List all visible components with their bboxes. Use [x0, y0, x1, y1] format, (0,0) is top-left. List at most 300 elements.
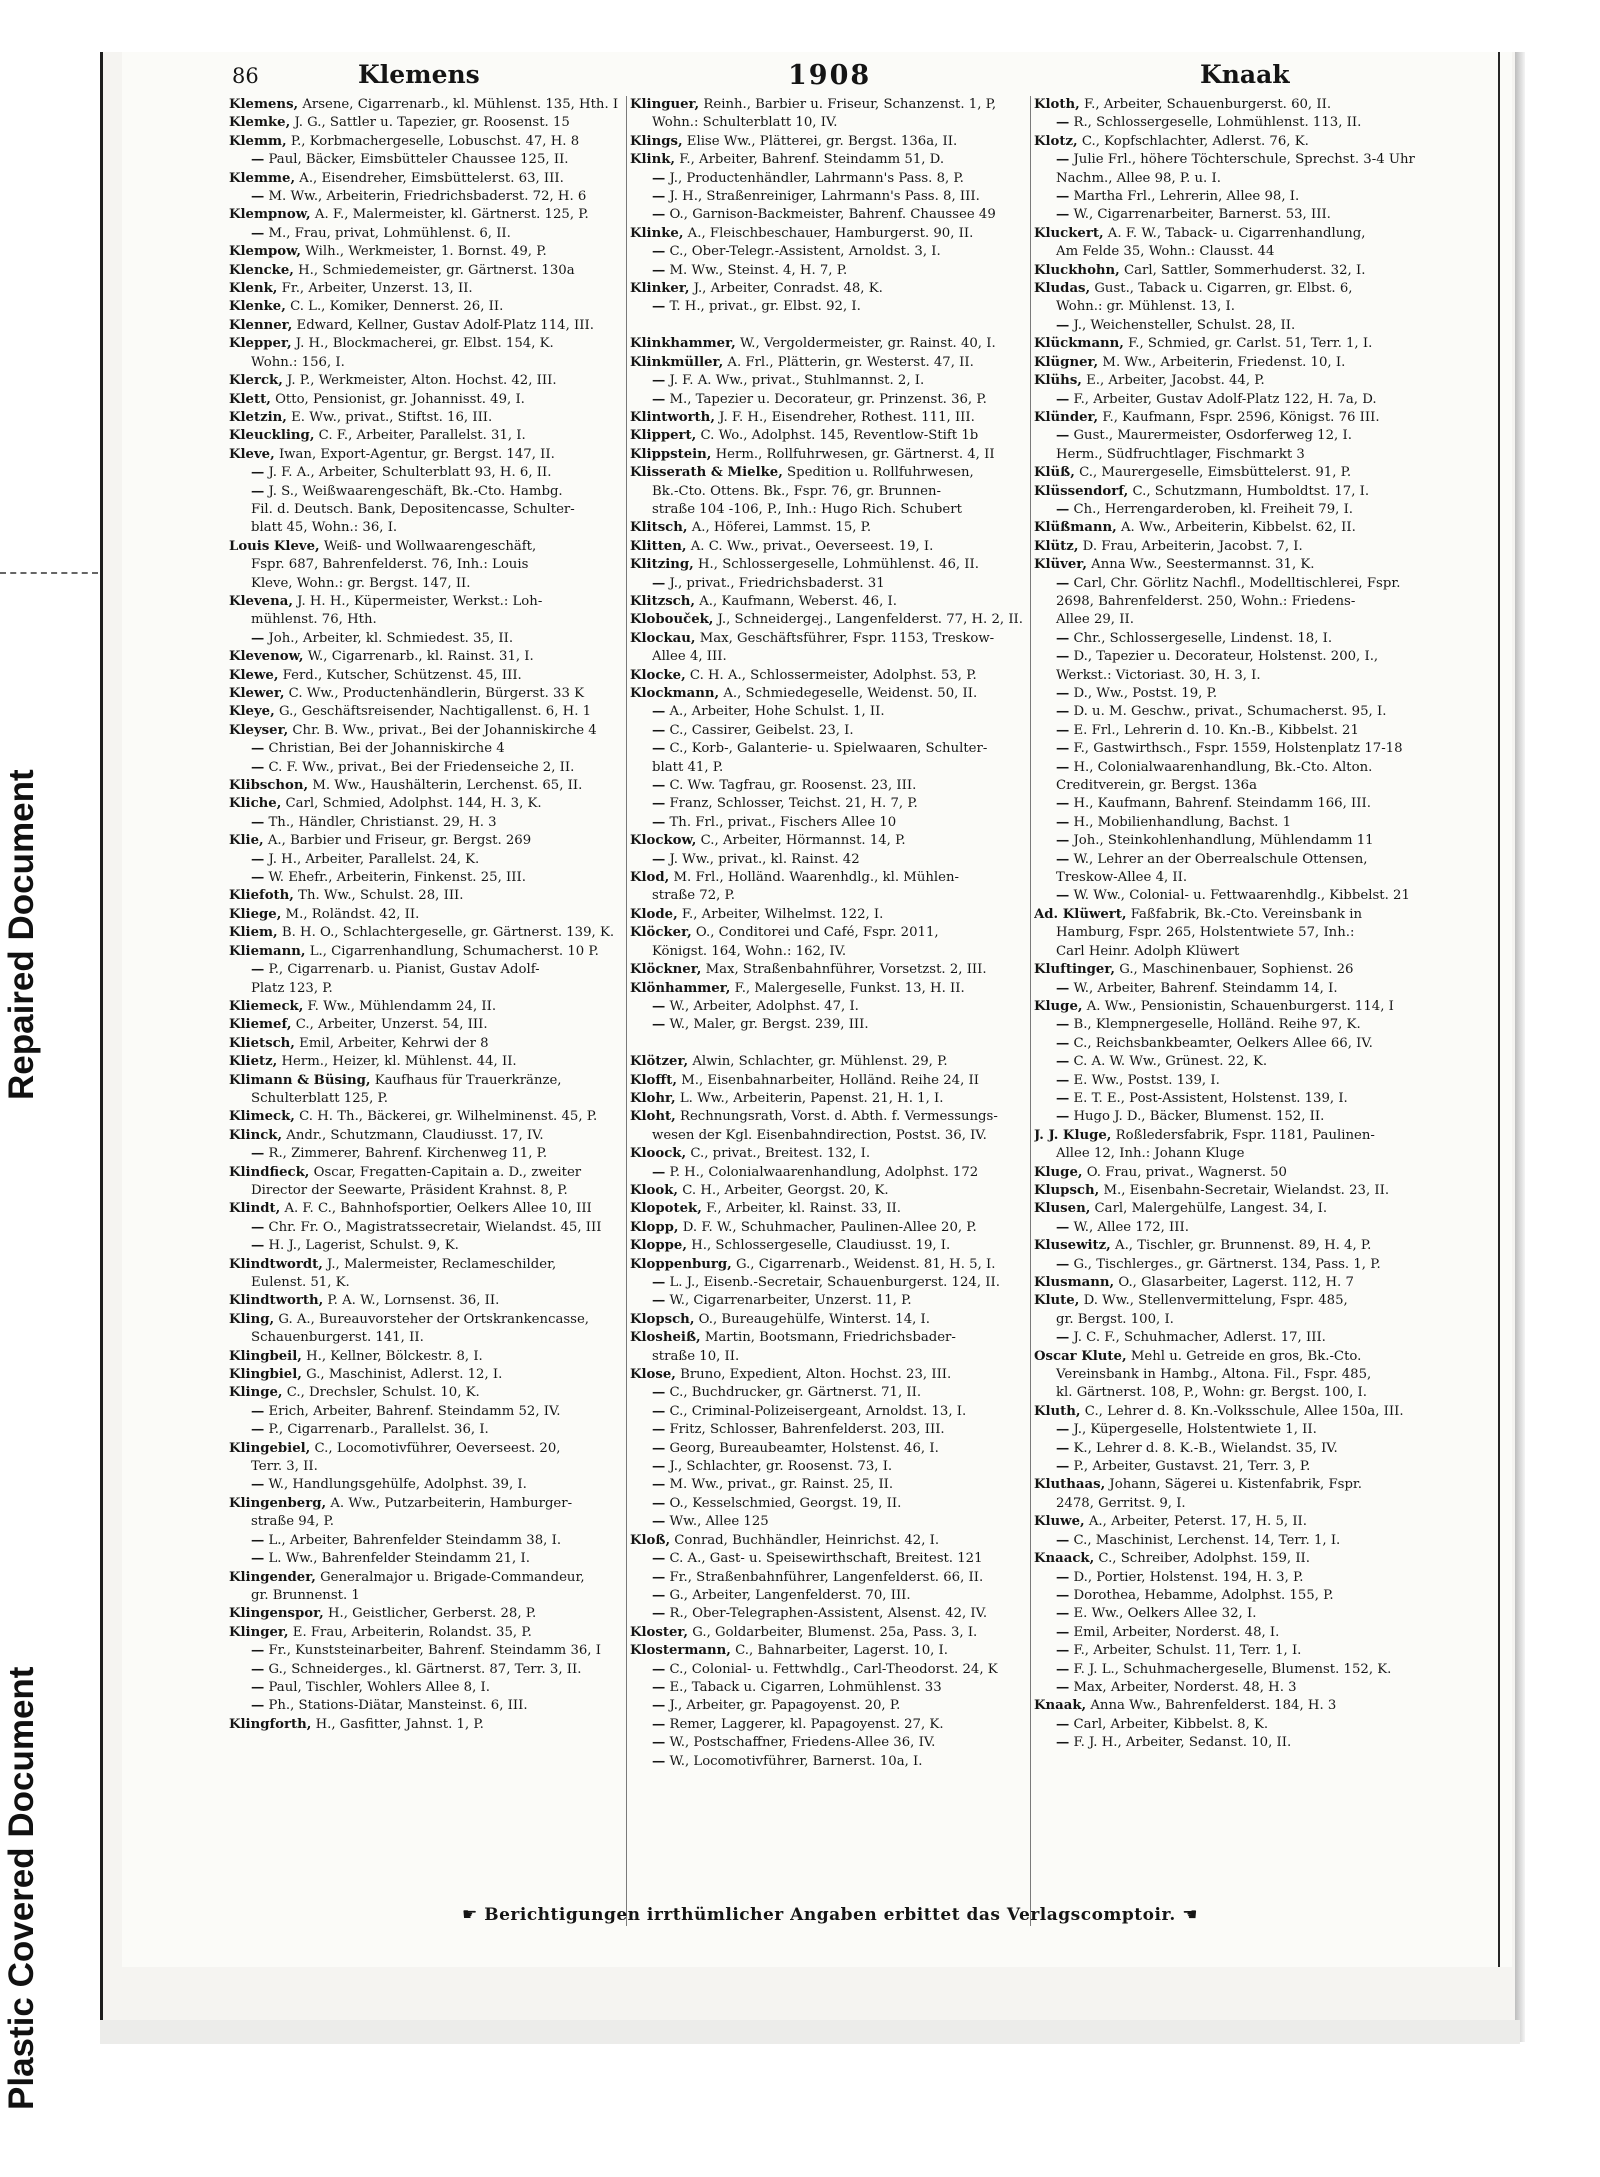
directory-entry — [229, 1016, 621, 1034]
directory-entry — [630, 611, 1025, 629]
directory-entry — [1034, 1108, 1446, 1126]
entry-details: T. H., privat., gr. Elbst. 92, I. — [669, 299, 861, 315]
directory-entry — [1034, 851, 1446, 869]
entry-details: J. P., Werkmeister, Alton. Hochst. 42, III. — [287, 373, 557, 389]
entry-name: Klietz, — [229, 1054, 278, 1070]
entry-name: Klönhammer, — [630, 980, 731, 996]
entry-details: C. A., Gast- u. Speisewirthschaft, Breitest. 121 — [669, 1551, 983, 1567]
entry-name: Klinguer, — [630, 97, 700, 112]
entry-details: C., Schreiber, Adolphst. 159, II. — [1098, 1551, 1310, 1567]
entry-details: straße 10, II. — [652, 1348, 740, 1364]
entry-name: Kloppe, — [630, 1238, 687, 1254]
sheet-edge-shadow — [1515, 52, 1525, 2042]
directory-entry — [630, 1624, 1025, 1642]
entry-details: A., Kaufmann, Weberst. 46, I. — [699, 593, 897, 609]
entry-details: C., Drechsler, Schulst. 10, K. — [286, 1385, 480, 1401]
entry-name: Kliche, — [229, 796, 282, 812]
page-header — [228, 60, 1290, 94]
directory-entry — [229, 1237, 621, 1255]
directory-entry — [630, 114, 1025, 132]
entry-details: Ferd., Kutscher, Schützenst. 45, III. — [282, 667, 522, 683]
entry-details: 2478, Gerritst. 9, I. — [1056, 1495, 1186, 1511]
entry-name: — — [652, 1698, 666, 1714]
directory-entry — [229, 298, 621, 316]
column-divider — [626, 96, 627, 1926]
entry-details: C. F., Arbeiter, Parallelst. 31, I. — [318, 428, 526, 444]
entry-name: Kluckert, — [1034, 225, 1104, 241]
running-head-right: Knaak — [1200, 60, 1290, 89]
entry-details: M. Ww., Steinst. 4, H. 7, P. — [669, 262, 848, 278]
entry-details: F., Arbeiter, Gustav Adolf-Platz 122, H. 7a, D. — [1073, 391, 1377, 407]
directory-entry — [1034, 446, 1446, 464]
directory-entry — [229, 1605, 621, 1623]
entry-details: Roßledersfabrik, Fspr. 1181, Paulinen- — [1115, 1127, 1375, 1143]
entry-name: — — [251, 1422, 265, 1438]
entry-name: Klepper, — [229, 336, 292, 352]
entry-details: C., Korb-, Galanterie- u. Spielwaaren, Schulter- — [669, 741, 988, 757]
entry-details: Chr. B. Ww., privat., Bei der Johanniskirche 4 — [292, 722, 597, 738]
entry-details: Creditverein, gr. Bergst. 136a — [1056, 778, 1257, 794]
entry-name: — — [251, 814, 265, 830]
entry-name: Klevena, — [229, 593, 293, 609]
entry-name: Kleyser, — [229, 722, 289, 738]
directory-entry — [1034, 1642, 1446, 1660]
directory-entry — [630, 1256, 1025, 1274]
directory-entry — [229, 1311, 621, 1329]
entry-details: F. Ww., Mühlendamm 24, II. — [307, 998, 497, 1014]
directory-entry — [630, 1440, 1025, 1458]
directory-entry — [229, 1035, 621, 1053]
directory-entry — [229, 1661, 621, 1679]
entry-details: Julie Frl., höhere Töchterschule, Sprechst. 3-4 Uhr — [1073, 152, 1415, 168]
directory-entry — [229, 998, 621, 1016]
directory-entry — [229, 1200, 621, 1218]
entry-details: B., Klempnergeselle, Holländ. Reihe 97, K. — [1073, 1017, 1361, 1033]
directory-entry — [1034, 998, 1446, 1016]
directory-entry — [229, 188, 621, 206]
entry-details: C. L., Komiker, Dennerst. 26, II. — [290, 299, 504, 315]
entry-name: Kliemef, — [229, 1017, 292, 1033]
entry-name: Kloster, — [630, 1624, 689, 1640]
entry-details: R., Ober-Telegraphen-Assistent, Alsenst. 42, IV. — [669, 1606, 988, 1622]
directory-entry — [630, 133, 1025, 151]
entry-name: — — [652, 1514, 666, 1530]
entry-name: — — [1056, 1035, 1070, 1051]
directory-entry — [1034, 722, 1446, 740]
entry-details: R., Schlossergeselle, Lohmühlenst. 113, II. — [1073, 115, 1362, 131]
plastic-covered-label: Plastic Covered Document — [2, 1666, 41, 2110]
directory-entry — [229, 630, 621, 648]
directory-entry — [630, 262, 1025, 280]
entry-name: — — [251, 189, 265, 205]
directory-entry — [630, 1053, 1025, 1071]
entry-details: Andr., Schutzmann, Claudiusst. 17, IV. — [286, 1127, 544, 1143]
entry-details: F., Arbeiter, kl. Rainst. 33, II. — [706, 1201, 901, 1217]
entry-name: — — [1056, 317, 1070, 333]
directory-entry — [630, 1753, 1025, 1771]
entry-name: Kling, — [229, 1311, 275, 1327]
directory-entry — [630, 869, 1025, 887]
entry-details: G., Maschinenbauer, Sophienst. 26 — [1119, 962, 1354, 978]
directory-entry — [229, 1366, 621, 1384]
entry-details: A. F., Malermeister, kl. Gärtnerst. 125, P. — [314, 207, 589, 223]
entry-name: Klusen, — [1034, 1201, 1091, 1217]
directory-entry — [1034, 483, 1446, 501]
entry-details: J., Arbeiter, Conradst. 48, K. — [693, 281, 883, 297]
entry-name: Klinkhammer, — [630, 336, 736, 352]
entry-details: W., Maler, gr. Bergst. 239, III. — [669, 1017, 869, 1033]
entry-details: Remer, Laggerer, kl. Papagoyenst. 27, K. — [669, 1716, 944, 1732]
entry-details: G., Geschäftsreisender, Nachtigallenst. 6, H. 1 — [278, 704, 592, 720]
entry-details: Martin, Bootsmann, Friedrichsbader- — [704, 1330, 956, 1346]
entry-details: R., Zimmerer, Bahrenf. Kirchenweg 11, P. — [268, 1146, 548, 1162]
entry-name: — — [652, 851, 666, 867]
entry-name: — — [251, 962, 265, 978]
entry-details: Kleve, Wohn.: gr. Bergst. 147, II. — [251, 575, 471, 591]
entry-details: O. Frau, privat., Wagnerst. 50 — [1086, 1164, 1287, 1180]
entry-name: Klingbeil, — [229, 1348, 302, 1364]
directory-entry — [1034, 1661, 1446, 1679]
directory-entry — [229, 1550, 621, 1568]
entry-name: — — [652, 1679, 666, 1695]
directory-entry — [229, 1348, 621, 1366]
entry-details: P., Cigarrenarb., Parallelst. 36, I. — [268, 1422, 489, 1438]
directory-entry — [630, 1642, 1025, 1660]
directory-entry — [630, 1513, 1025, 1531]
directory-entry — [229, 575, 621, 593]
directory-entry — [630, 1421, 1025, 1439]
entry-details: Max, Arbeiter, Norderst. 48, H. 3 — [1073, 1679, 1297, 1695]
entry-details: Franz, Schlosser, Teichst. 21, H. 7, P. — [669, 796, 918, 812]
entry-details: A. C. Ww., privat., Oeverseest. 19, I. — [690, 538, 934, 554]
directory-entry — [1034, 1421, 1446, 1439]
entry-name: Klinkmüller, — [630, 354, 724, 370]
directory-entry — [1034, 225, 1446, 243]
entry-name: — — [652, 1587, 666, 1603]
entry-name: — — [1056, 980, 1070, 996]
directory-entry — [229, 740, 621, 758]
entry-name: Klett, — [229, 391, 271, 407]
directory-entry — [1034, 759, 1446, 777]
entry-name: — — [1056, 501, 1070, 517]
entry-name: Klod, — [630, 870, 670, 886]
entry-name: — — [1056, 1459, 1070, 1475]
scan-margin — [0, 0, 100, 2177]
entry-name: — — [1056, 759, 1070, 775]
directory-entry — [229, 869, 621, 887]
entry-name: Klückmann, — [1034, 336, 1124, 352]
entry-name: Klintworth, — [630, 409, 715, 425]
directory-entry — [1034, 1734, 1446, 1752]
entry-details: A., Höferei, Lammst. 15, P. — [691, 520, 872, 536]
entry-details: blatt 41, P. — [652, 759, 724, 775]
entry-details: A., Schmiedegeselle, Weidenst. 50, II. — [723, 686, 978, 701]
entry-details: M. Ww., Arbeiterin, Friedenst. 10, I. — [1102, 354, 1346, 370]
entry-details: Anna Ww., Seestermannst. 31, K. — [1091, 557, 1315, 573]
directory-entry — [630, 1072, 1025, 1090]
directory-entry — [1034, 1329, 1446, 1347]
directory-entry — [630, 519, 1025, 537]
entry-name: Klindtwordt, — [229, 1256, 323, 1272]
page-number: 86 — [232, 64, 259, 88]
entry-details: J., Malermeister, Reclameschilder, — [327, 1256, 557, 1272]
entry-name: — — [1056, 1440, 1070, 1456]
entry-name: Kluckhohn, — [1034, 262, 1120, 278]
entry-details: C., Kopfschlachter, Adlerst. 76, K. — [1081, 133, 1309, 149]
entry-details: Carl, Chr. Görlitz Nachfl., Modelltischlerei, Fspr. — [1073, 575, 1401, 591]
directory-entry — [1034, 832, 1446, 850]
entry-name: — — [652, 1477, 666, 1493]
footer-notice — [430, 1905, 1230, 1931]
directory-entry — [229, 814, 621, 832]
entry-details: E. Ww., Postst. 139, I. — [1073, 1072, 1220, 1088]
directory-entry — [630, 170, 1025, 188]
entry-name: Louis Kleve, — [229, 538, 320, 554]
entry-name: — — [652, 998, 666, 1014]
entry-name: — — [251, 1477, 265, 1493]
entry-name: Klemens, — [229, 97, 299, 112]
entry-name: Klingbiel, — [229, 1367, 302, 1383]
entry-details: A., Fleischbeschauer, Hamburgerst. 90, II. — [687, 225, 974, 241]
entry-details: C., Arbeiter, Hörmannst. 14, P. — [700, 833, 906, 849]
directory-entry — [229, 114, 621, 132]
entry-name: Kluth, — [1034, 1403, 1081, 1419]
entry-details: C. H. Th., Bäckerei, gr. Wilhelminenst. 45, P. — [299, 1109, 598, 1125]
entry-details: F., Malergeselle, Funkst. 13, H. II. — [734, 980, 965, 996]
entry-details: Bk.-Cto. Ottens. Bk., Fspr. 76, gr. Brunnen- — [652, 483, 941, 499]
entry-details: L. Ww., Bahrenfelder Steindamm 21, I. — [268, 1551, 530, 1567]
entry-details: W., Arbeiter, Adolphst. 47, I. — [669, 998, 859, 1014]
entry-name: — — [1056, 1587, 1070, 1603]
entry-name: Kloppenburg, — [630, 1256, 732, 1272]
entry-details: P., Arbeiter, Gustavst. 21, Terr. 3, P. — [1073, 1459, 1311, 1475]
directory-entry — [630, 1569, 1025, 1587]
directory-entry — [630, 1035, 1025, 1053]
entry-name: — — [1056, 1735, 1070, 1751]
entry-details: J., Schneidergej., Langenfelderst. 77, H. 2, II. — [717, 612, 1023, 628]
entry-name: Klockmann, — [630, 686, 720, 701]
entry-details: C., Arbeiter, Unzerst. 54, III. — [295, 1017, 488, 1033]
directory-entry — [630, 851, 1025, 869]
directory-entry — [1034, 538, 1446, 556]
directory-entry — [1034, 206, 1446, 224]
directory-entry — [630, 630, 1025, 648]
entry-name: Klenk, — [229, 281, 278, 297]
directory-entry — [630, 335, 1025, 353]
entry-name: — — [652, 189, 666, 205]
entry-details: Generalmajor u. Brigade-Commandeur, — [320, 1569, 585, 1585]
entry-name: Oscar Klute, — [1034, 1348, 1127, 1364]
entry-details: Am Felde 35, Wohn.: Clausst. 44 — [1056, 244, 1275, 260]
entry-name: Klemme, — [229, 170, 296, 186]
directory-entry — [229, 1587, 621, 1605]
entry-name: — — [1056, 888, 1070, 904]
directory-entry — [229, 1090, 621, 1108]
entry-details: F., Arbeiter, Wilhelmst. 122, I. — [681, 906, 884, 922]
entry-details: M., Frau, privat, Lohmühlenst. 6, II. — [268, 225, 511, 241]
entry-name: Kluftinger, — [1034, 962, 1115, 978]
directory-entry — [1034, 427, 1446, 445]
directory-entry — [630, 1348, 1025, 1366]
directory-entry — [229, 1513, 621, 1531]
entry-name: Klobouček, — [630, 612, 714, 628]
directory-entry — [630, 924, 1025, 942]
entry-details: E. T. E., Post-Assistent, Holstenst. 139, I. — [1073, 1090, 1348, 1106]
directory-entry — [1034, 1605, 1446, 1623]
entry-name: Klenner, — [229, 317, 293, 333]
entry-name: Klevenow, — [229, 649, 304, 665]
entry-details: A., Arbeiter, Peterst. 17, H. 5, II. — [1088, 1514, 1307, 1530]
entry-details: O., Conditorei und Café, Fspr. 2011, — [695, 925, 939, 941]
entry-details: Th. Frl., privat., Fischers Allee 10 — [669, 814, 897, 830]
directory-entry — [1034, 1716, 1446, 1734]
directory-entry — [630, 1292, 1025, 1310]
entry-name: Kloht, — [630, 1109, 676, 1125]
entry-name: Klisserath & Mielke, — [630, 465, 783, 481]
entry-name: Klöckner, — [630, 962, 702, 978]
entry-details: J. H., Straßenreiniger, Lahrmann's Pass. 8, III. — [669, 189, 980, 205]
entry-name: Klingforth, — [229, 1716, 312, 1732]
entry-details: Fr., Kunststeinarbeiter, Bahrenf. Steindamm 36, I — [268, 1643, 601, 1659]
entry-name: Klockow, — [630, 833, 697, 849]
directory-entry — [630, 777, 1025, 795]
entry-name: — — [251, 759, 265, 775]
entry-details: Wohn.: gr. Mühlenst. 13, I. — [1056, 299, 1235, 315]
entry-name: — — [251, 1238, 265, 1254]
entry-name: — — [1056, 1054, 1070, 1070]
directory-entry — [1034, 409, 1446, 427]
directory-entry — [229, 1292, 621, 1310]
directory-entry — [1034, 1513, 1446, 1531]
entry-details: Carl Heinr. Adolph Klüwert — [1056, 943, 1240, 959]
entry-name: — — [652, 207, 666, 223]
entry-details: A., Arbeiter, Hohe Schulst. 1, II. — [669, 704, 885, 720]
directory-entry — [229, 427, 621, 445]
entry-details: Faßfabrik, Bk.-Cto. Vereinsbank in — [1130, 906, 1363, 922]
entry-details: Arsene, Cigarrenarb., kl. Mühlenst. 135, Hth. I — [302, 97, 619, 112]
directory-entry — [1034, 1569, 1446, 1587]
entry-name: Klempow, — [229, 244, 302, 260]
directory-entry — [1034, 648, 1446, 666]
entry-name: Kliege, — [229, 906, 282, 922]
directory-entry — [229, 483, 621, 501]
entry-name: Klupsch, — [1034, 1182, 1100, 1198]
entry-details: C., privat., Breitest. 132, I. — [690, 1146, 871, 1162]
entry-name: — — [652, 1403, 666, 1419]
directory-entry — [229, 446, 621, 464]
entry-name: — — [1056, 1606, 1070, 1622]
entry-details: Gust., Maurermeister, Osdorferweg 12, I. — [1073, 428, 1352, 444]
entry-details: D. Frau, Arbeiterin, Jacobst. 7, I. — [1082, 538, 1303, 554]
directory-entry — [1034, 924, 1446, 942]
directory-entry — [1034, 667, 1446, 685]
directory-entry — [1034, 1587, 1446, 1605]
entry-details: Carl, Schmied, Adolphst. 144, H. 3, K. — [285, 796, 542, 812]
entry-details: Johann, Sägerei u. Kistenfabrik, Fspr. — [1109, 1477, 1363, 1493]
entry-details: Allee 29, II. — [1056, 612, 1134, 628]
directory-entry — [1034, 188, 1446, 206]
entry-details: E. Ww., privat., Stiftst. 16, III. — [291, 409, 493, 425]
entry-details: Joh., Arbeiter, kl. Schmiedest. 35, II. — [268, 630, 514, 646]
entry-details: L., Cigarrenhandlung, Schumacherst. 10 P. — [309, 943, 599, 959]
entry-details: H., Schmiedemeister, gr. Gärtnerst. 130a — [298, 262, 575, 278]
directory-entry — [1034, 519, 1446, 537]
directory-entry — [1034, 1550, 1446, 1568]
entry-name: — — [1056, 1569, 1070, 1585]
directory-entry — [229, 703, 621, 721]
entry-details: Fspr. 687, Bahrenfelderst. 76, Inh.: Louis — [251, 557, 529, 573]
directory-entry — [630, 280, 1025, 298]
entry-name: Klingenberg, — [229, 1495, 327, 1511]
entry-name: — — [251, 741, 265, 757]
directory-entry — [1034, 1200, 1446, 1218]
directory-entry — [630, 1200, 1025, 1218]
directory-entry — [1034, 170, 1446, 188]
directory-entry — [1034, 814, 1446, 832]
entry-details: W., Lehrer an der Oberrealschule Ottensen, — [1073, 851, 1368, 867]
entry-name: — — [1056, 630, 1070, 646]
entry-name: — — [1056, 1532, 1070, 1548]
entry-details: L., Arbeiter, Bahrenfelder Steindamm 38, I. — [268, 1532, 562, 1548]
directory-entry — [630, 814, 1025, 832]
directory-entry — [630, 556, 1025, 574]
directory-entry — [229, 206, 621, 224]
entry-details: E., Arbeiter, Jacobst. 44, P. — [1086, 373, 1265, 389]
entry-name: — — [251, 1643, 265, 1659]
directory-entry — [630, 961, 1025, 979]
entry-details: gr. Bergst. 100, I. — [1056, 1311, 1174, 1327]
entry-name: Klüßmann, — [1034, 520, 1117, 536]
entry-details: C., Ober-Telegr.-Assistent, Arnoldst. 3, I. — [669, 244, 941, 260]
entry-details: wesen der Kgl. Eisenbahndirection, Postst. 36, IV. — [652, 1127, 987, 1143]
entry-name: Kleuckling, — [229, 428, 315, 444]
entry-details: H., Geistlicher, Gerberst. 28, P. — [327, 1606, 537, 1622]
entry-details: Martha Frl., Lehrerin, Allee 98, I. — [1073, 189, 1300, 205]
directory-entry — [630, 243, 1025, 261]
directory-entry — [229, 1274, 621, 1292]
directory-entry — [1034, 1311, 1446, 1329]
directory-entry — [229, 648, 621, 666]
directory-entry — [229, 501, 621, 519]
entry-name: Klocke, — [630, 667, 686, 683]
directory-entry — [1034, 1458, 1446, 1476]
entry-name: Kloth, — [1034, 97, 1080, 112]
entry-details: Chr., Schlossergeselle, Lindenst. 18, I. — [1073, 630, 1333, 646]
directory-entry — [1034, 1164, 1446, 1182]
entry-details: Ph., Stations-Diätar, Mansteinst. 6, III. — [268, 1698, 528, 1714]
directory-entry — [229, 1219, 621, 1237]
directory-entry — [1034, 593, 1446, 611]
entry-details: A. Ww., Arbeiterin, Kibbelst. 62, II. — [1120, 520, 1356, 536]
entry-name: Klie, — [229, 833, 264, 849]
entry-name: — — [1056, 796, 1070, 812]
entry-details: M. Frl., Holländ. Waarenhdlg., kl. Mühlen- — [673, 870, 959, 886]
entry-name: Klockau, — [630, 630, 696, 646]
directory-entry — [229, 1440, 621, 1458]
directory-entry — [630, 1550, 1025, 1568]
directory-entry — [1034, 372, 1446, 390]
entry-details: Georg, Bureaubeamter, Holstenst. 46, I. — [669, 1440, 939, 1456]
entry-details: Max, Geschäftsführer, Fspr. 1153, Treskow- — [699, 630, 995, 646]
entry-name: — — [652, 1422, 666, 1438]
entry-details: Rechnungsrath, Vorst. d. Abth. f. Vermessungs- — [679, 1109, 998, 1125]
entry-name: Kluwe, — [1034, 1514, 1085, 1530]
entry-name: Klink, — [630, 152, 676, 168]
entry-name: — — [1056, 1109, 1070, 1125]
entry-name: Klosheiß, — [630, 1330, 701, 1346]
entry-details: Paul, Tischler, Wohlers Allee 8, I. — [268, 1679, 490, 1695]
directory-entry — [1034, 906, 1446, 924]
